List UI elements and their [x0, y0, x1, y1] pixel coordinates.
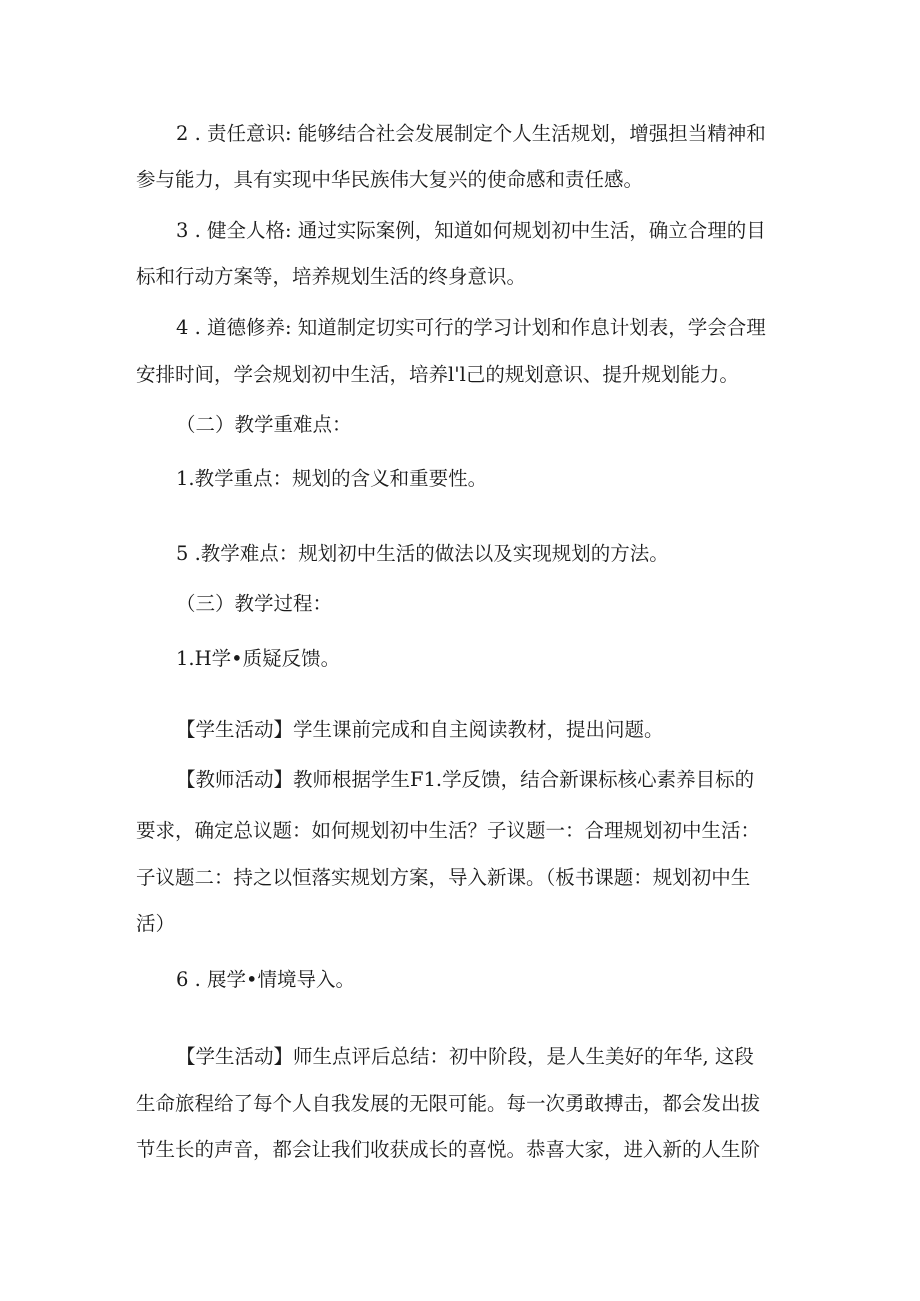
paragraph-line: 子议题二：持之以恒落实规划方案，导入新课。（板书课题：规划初中生	[136, 866, 751, 889]
paragraph-line: 标和行动方案等，培养规划生活的终身意识。	[136, 265, 527, 288]
paragraph-line: 节生长的声音，都会让我们收获成长的喜悦。恭喜大家，进入新的人生阶	[136, 1138, 761, 1161]
section-heading: （二）教学重难点：	[176, 413, 352, 436]
paragraph-line: 【教师活动】教师根据学生F1.学反馈，结合新课标核心素养目标的	[176, 768, 755, 791]
paragraph-line: 6 . 展学•情境导入。	[176, 968, 356, 991]
paragraph-line: 5 .教学难点：规划初中生活的做法以及实现规划的方法。	[176, 542, 669, 565]
paragraph-line: 3 . 健全人格: 通过实际案例，知道如何规划初中生活，确立合理的目	[176, 219, 766, 242]
paragraph-line: 4 . 道德修养: 知道制定切实可行的学习计划和作息计划表，学会合理	[176, 316, 766, 339]
paragraph-line: 要求，确定总议题：如何规划初中生活？子议题一：合理规划初中生活：	[136, 819, 761, 842]
paragraph-line: 【学生活动】师生点评后总结：初中阶段，是人生美好的年华, 这段	[176, 1045, 754, 1068]
paragraph-line: 【学生活动】学生课前完成和自主阅读教材，提出问题。	[176, 718, 664, 741]
paragraph-line: 生命旅程给了每个人自我发展的无限可能。每一次勇敢搏击，都会发出拔	[136, 1092, 761, 1115]
section-heading: （三）教学过程：	[176, 592, 333, 615]
paragraph-line: 参与能力，具有实现中华民族伟大复兴的使命感和责任感。	[136, 168, 644, 191]
paragraph-line: 1.H学•质疑反馈。	[176, 647, 341, 670]
paragraph-line: 活）	[136, 912, 176, 935]
paragraph-line: 1.教学重点：规划的含义和重要性。	[176, 467, 488, 490]
paragraph-line: 2 . 责任意识: 能够结合社会发展制定个人生活规划，增强担当精神和	[176, 122, 766, 145]
paragraph-line: 安排时间，学会规划初中生活，培养l'l己的规划意识、提升规划能力。	[136, 363, 739, 386]
